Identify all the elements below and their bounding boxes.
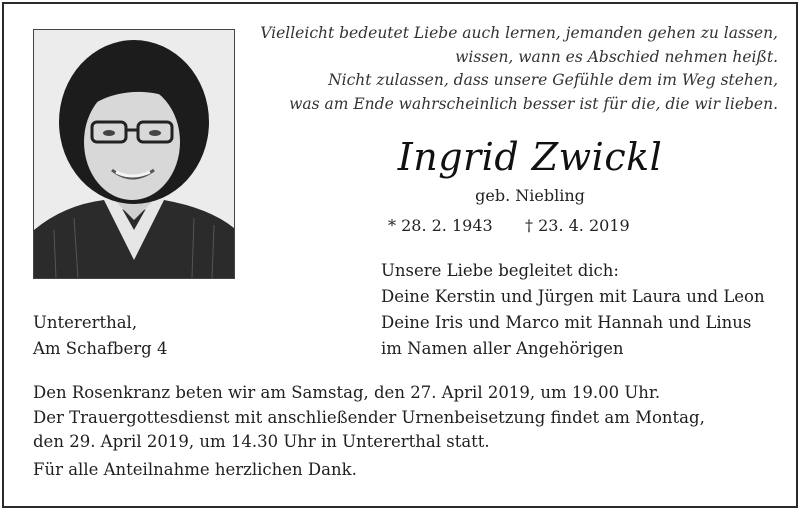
poem-line: Vielleicht bedeutet Liebe auch lernen, jemanden gehen zu lassen, [260,24,778,42]
address-line: Untererthal, [33,313,138,332]
poem [250,22,778,116]
announcement-line: den 29. April 2019, um 14.30 Uhr in Untererthal statt. [33,432,490,451]
birth-date: * 28. 2. 1943 [388,216,493,235]
mourners-line: Unsere Liebe begleitet dich: [381,261,619,280]
poem-line: wissen, wann es Abschied nehmen heißt. [455,47,778,66]
service-announcement [33,381,705,455]
mourners-line: Deine Iris und Marco mit Hannah und Linus [381,313,752,332]
mourners-line: im Namen aller Angehörigen [381,339,624,358]
portrait-photo [33,29,235,279]
mourners-list [381,258,765,362]
announcement-line: Der Trauergottesdienst mit anschließender Urnenbeisetzung findet am Montag, [33,407,705,427]
maiden-name: geb. Niebling [475,186,585,205]
address-line: Am Schafberg 4 [33,339,168,358]
death-date: † 23. 4. 2019 [525,216,630,235]
poem-line: was am Ende wahrscheinlich besser ist für die, die wir lieben. [289,94,778,113]
thanks-note: Für alle Anteilnahme herzlichen Dank. [33,460,357,479]
announcement-line: Den Rosenkranz beten wir am Samstag, den 27. April 2019, um 19.00 Uhr. [33,383,661,402]
deceased-name: Ingrid Zwickl [397,135,663,179]
mourners-line: Deine Kerstin und Jürgen mit Laura und Leon [381,287,765,306]
address [33,310,167,362]
poem-line: Nicht zulassen, dass unsere Gefühle dem im Weg stehen, [328,71,778,89]
